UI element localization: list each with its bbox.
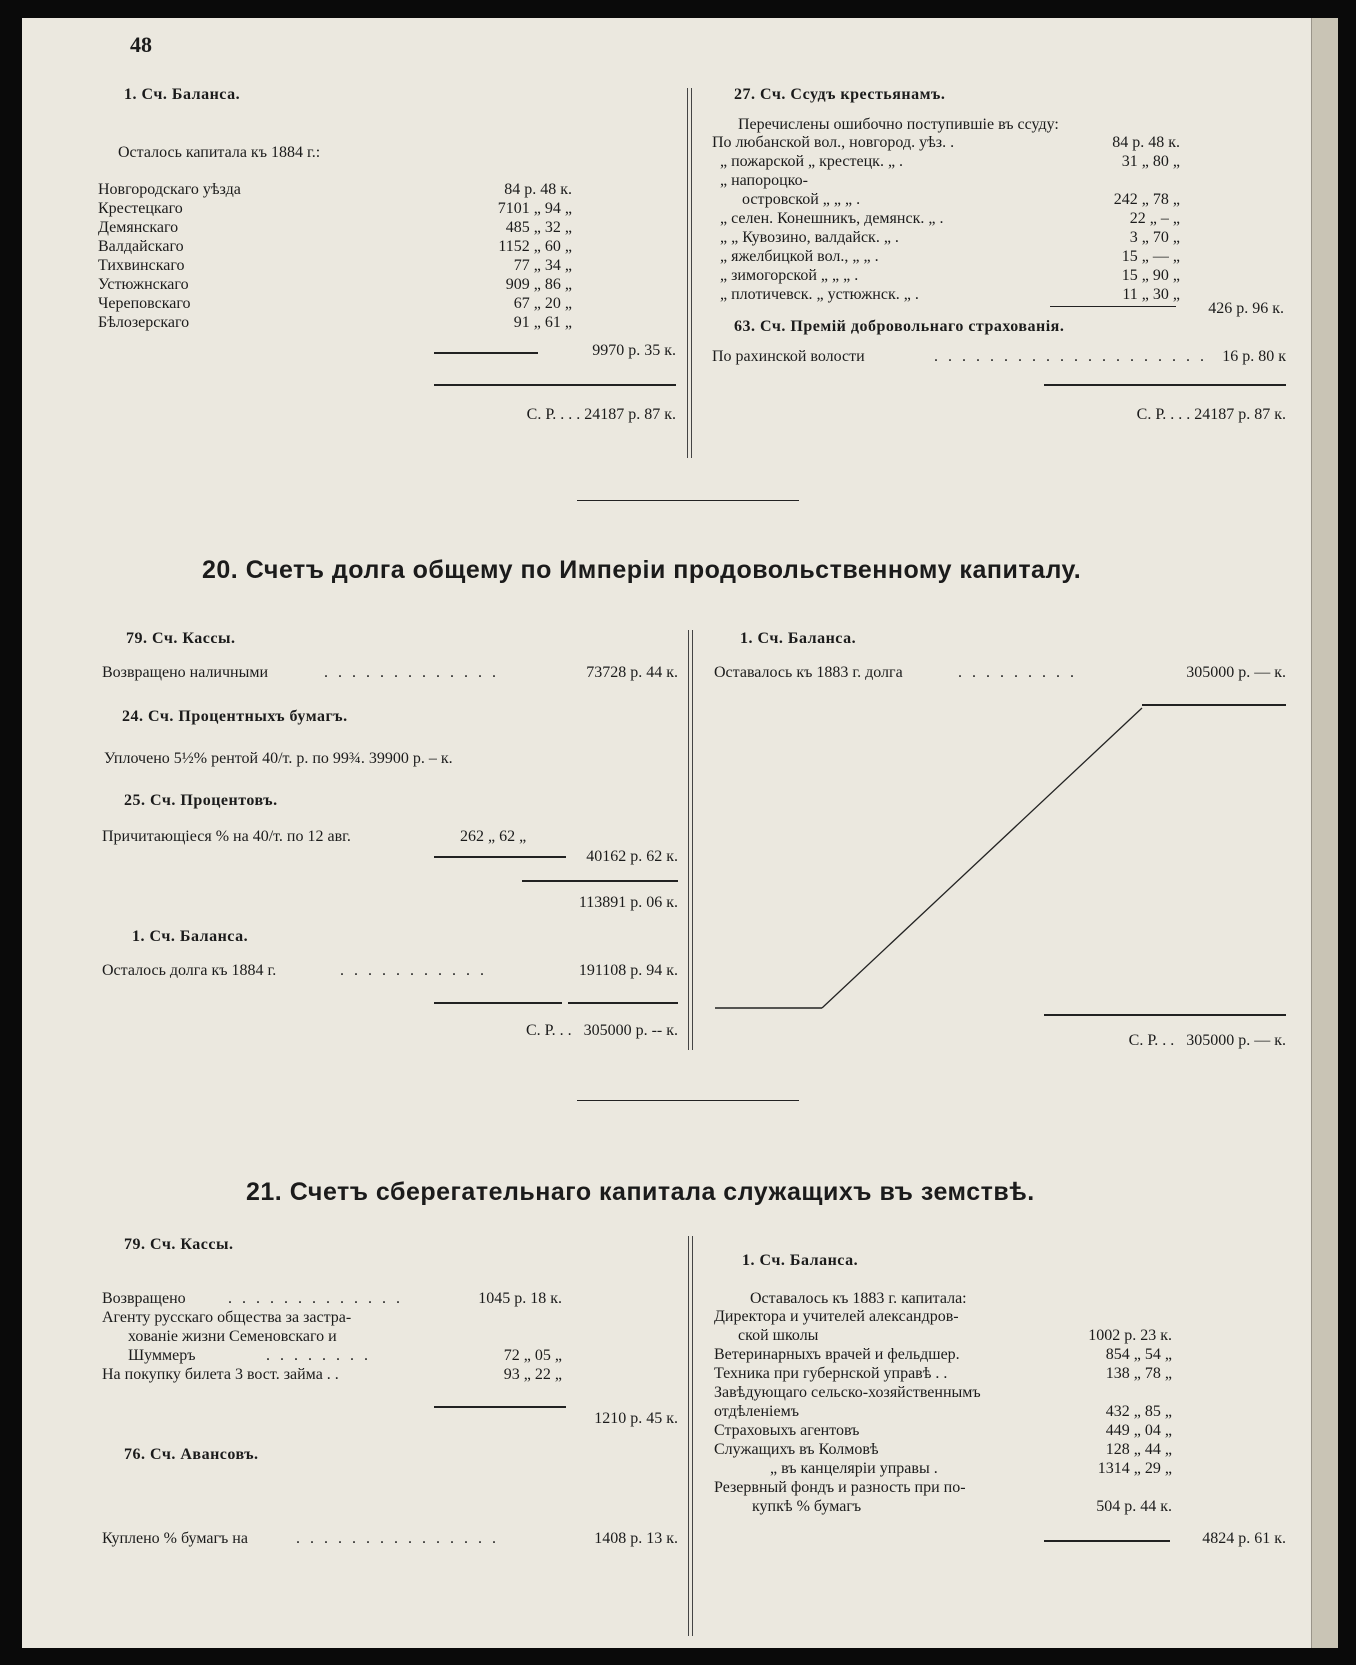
s20-left-amt3a: 262 „ 62 „ — [460, 828, 527, 845]
s20-right-amt1: 305000 р. — к. — [1186, 664, 1286, 681]
s20-left-row2: Уплочено 5½% рентой 40/т. р. по 99¾. 39900 р. – к. — [104, 750, 453, 767]
s20-left-row4: Осталось долга къ 1884 г. — [102, 962, 277, 979]
list-item-amount: 84 р. 48 к. — [1112, 134, 1180, 151]
cancel-stroke — [22, 18, 1338, 1118]
s20-right-head1: 1. Сч. Баланса. — [740, 630, 857, 647]
column-divider — [688, 1236, 689, 1636]
list-item-name: „ въ канцеляріи управы . — [770, 1460, 938, 1477]
list-item-name: Возвращено — [102, 1290, 186, 1307]
s20-right-row1: Оставалось къ 1883 г. долга — [714, 664, 903, 681]
s20-left-amt1: 73728 р. 44 к. — [586, 664, 678, 681]
s21-right-total: 4824 р. 61 к. — [1202, 1530, 1286, 1547]
list-item-name: островской „ „ „ . — [742, 191, 861, 208]
list-item-amount: 128 „ 44 „ — [1105, 1441, 1172, 1458]
list-item-amount: 22 „ – „ — [1129, 210, 1180, 227]
s19-right-head: 27. Сч. Ссудъ крестьянамъ. — [734, 86, 946, 103]
list-item-name: „ яжелбицкой вол., „ „ . — [720, 248, 879, 265]
s20-left-head3: 25. Сч. Процентовъ. — [124, 792, 278, 809]
list-item-name: Техника при губернской управѣ . . — [714, 1365, 948, 1382]
s20-left-total: 113891 р. 06 к. — [578, 894, 678, 911]
list-item-name: Резервный фондъ и разность при по- — [714, 1479, 966, 1496]
list-item-amount: 15 „ 90 „ — [1121, 267, 1180, 284]
list-item-amount: 449 „ 04 „ — [1105, 1422, 1172, 1439]
list-item-name: Директора и учителей александров- — [714, 1308, 959, 1325]
list-item-name: Устюжнскаго — [98, 276, 189, 293]
s19-left-sub: Осталось капитала къ 1884 г.: — [118, 144, 321, 161]
s21-left-head2: 76. Сч. Авансовъ. — [124, 1446, 259, 1463]
list-item-name: хованіе жизни Семеновскаго и — [128, 1328, 337, 1345]
leader-dots: . . . . . . . . . . . . . . . . . . . . — [934, 348, 1207, 365]
s19-right-row2: По рахинской волости — [712, 348, 865, 365]
list-item-name: Валдайскаго — [98, 238, 184, 255]
leader-dots: . . . . . . . . — [266, 1347, 371, 1364]
s21-left-head1: 79. Сч. Кассы. — [124, 1236, 234, 1253]
list-item-name: Агенту русскаго общества за застра- — [102, 1309, 352, 1326]
s20-right-sr: С. Р. . . 305000 р. — к. — [1128, 1032, 1286, 1049]
list-item-name: Демянскаго — [98, 219, 179, 236]
list-item-name: На покупку билета 3 вост. займа . . — [102, 1366, 339, 1383]
rule — [1044, 1014, 1286, 1016]
list-item-name: отдѣленіемъ — [714, 1403, 799, 1420]
s20-left-head1: 79. Сч. Кассы. — [126, 630, 236, 647]
s20-left-head4: 1. Сч. Баланса. — [132, 928, 249, 945]
list-item-amount: 1045 р. 18 к. — [478, 1290, 562, 1307]
s19-left-sr: С. Р. . . . 24187 р. 87 к. — [526, 406, 676, 423]
list-item-amount: 93 „ 22 „ — [503, 1366, 562, 1383]
leader-dots: . . . . . . . . . . . . . — [228, 1290, 403, 1307]
list-item-name: „ зимогорской „ „ „ . — [720, 267, 859, 284]
page-number: 48 — [130, 32, 152, 57]
section-divider — [577, 1100, 799, 1101]
list-item-amount: 1314 „ 29 „ — [1097, 1460, 1172, 1477]
s21-left-amt2: 1408 р. 13 к. — [594, 1530, 678, 1547]
list-item-name: Крестецкаго — [98, 200, 183, 217]
list-item-amount: 67 „ 20 „ — [513, 295, 572, 312]
list-item-name: Служащихъ въ Колмовѣ — [714, 1441, 879, 1458]
list-item-name: Страховыхъ агентовъ — [714, 1422, 860, 1439]
s19-right-sr: С. Р. . . . 24187 р. 87 к. — [1136, 406, 1286, 423]
s20-left-row1: Возвращено наличными — [102, 664, 269, 681]
list-item-name: „ плотичевск. „ устюжнск. „ . — [720, 286, 919, 303]
list-item-name: „ пожарской „ крестецк. „ . — [720, 153, 904, 170]
list-item-amount: 909 „ 86 „ — [505, 276, 572, 293]
s19-right-head2: 63. Сч. Премій добровольнаго страхованія. — [734, 318, 1065, 335]
list-item-amount: 15 „ — „ — [1121, 248, 1180, 265]
list-item-amount: 242 „ 78 „ — [1113, 191, 1180, 208]
s19-right-subtotal: 426 р. 96 к. — [1208, 300, 1284, 317]
s21-left-total: 1210 р. 45 к. — [594, 1410, 678, 1427]
list-item-name: купкѣ % бумагъ — [752, 1498, 862, 1515]
s21-right-head1: 1. Сч. Баланса. — [742, 1252, 859, 1269]
s19-right-amt2: 16 р. 80 к — [1222, 348, 1286, 365]
list-item-amount: 1002 р. 23 к. — [1088, 1327, 1172, 1344]
s20-left-head2: 24. Сч. Процентныхъ бумагъ. — [122, 708, 348, 725]
list-item-name: Тихвинскаго — [98, 257, 185, 274]
s20-left-sr: С. Р. . . 305000 р. -- к. — [526, 1022, 678, 1039]
list-item-name: Завѣдующаго сельско-хозяйственнымъ — [714, 1384, 981, 1401]
list-item-name: Новгородскаго уѣзда — [98, 181, 241, 198]
leader-dots: . . . . . . . . . . . . . — [324, 664, 499, 681]
s20-left-row3: Причитающіеся % на 40/т. по 12 авг. — [102, 828, 351, 845]
column-divider — [692, 1236, 693, 1636]
list-item-name: Череповскаго — [98, 295, 191, 312]
list-item-amount: 77 „ 34 „ — [513, 257, 572, 274]
list-item-amount: 11 „ 30 „ — [1122, 286, 1180, 303]
list-item-name: По любанской вол., новгород. уѣз. . — [712, 134, 955, 151]
leader-dots: . . . . . . . . . — [958, 664, 1077, 681]
list-item-amount: 31 „ 80 „ — [1121, 153, 1180, 170]
list-item-name: Ветеринарныхъ врачей и фельдшер. — [714, 1346, 960, 1363]
list-item-name: ской школы — [738, 1327, 819, 1344]
list-item-name: Бѣлозерскаго — [98, 314, 190, 331]
list-item-amount: 72 „ 05 „ — [503, 1347, 562, 1364]
s19-left-head: 1. Сч. Баланса. — [124, 86, 241, 103]
list-item-name: Шуммеръ — [128, 1347, 196, 1364]
list-item-amount: 3 „ 70 „ — [1129, 229, 1180, 246]
leader-dots: . . . . . . . . . . . . . . . — [296, 1530, 499, 1547]
s21-title: 21. Счетъ сберегательнаго капитала служащихъ въ земствѣ. — [246, 1178, 1035, 1206]
s21-right-sub: Оставалось къ 1883 г. капитала: — [750, 1290, 967, 1307]
s20-left-amt4: 191108 р. 94 к. — [578, 962, 678, 979]
list-item-amount: 138 „ 78 „ — [1105, 1365, 1172, 1382]
s19-right-sub: Перечислены ошибочно поступившіе въ ссуду: — [738, 116, 1059, 133]
ledger-page — [22, 18, 1338, 1648]
list-item-amount: 84 р. 48 к. — [504, 181, 572, 198]
list-item-amount: 432 „ 85 „ — [1105, 1403, 1172, 1420]
list-item-name: „ селен. Конешникъ, демянск. „ . — [720, 210, 944, 227]
leader-dots: . . . . . . . . . . . — [340, 962, 487, 979]
list-item-amount: 7101 „ 94 „ — [497, 200, 572, 217]
s21-left-row2: Куплено % бумагъ на — [102, 1530, 248, 1547]
rule — [434, 1406, 566, 1408]
list-item-amount: 854 „ 54 „ — [1105, 1346, 1172, 1363]
s19-left-total: 9970 р. 35 к. — [592, 342, 676, 359]
list-item-name: „ напороцко- — [720, 172, 808, 189]
s20-title: 20. Счетъ долга общему по Имперіи продовольственному капиталу. — [202, 556, 1082, 584]
list-item-amount: 504 р. 44 к. — [1096, 1498, 1172, 1515]
list-item-amount: 1152 „ 60 „ — [498, 238, 572, 255]
list-item-name: „ „ Кувозино, валдайск. „ . — [720, 229, 899, 246]
list-item-amount: 91 „ 61 „ — [513, 314, 572, 331]
list-item-amount: 485 „ 32 „ — [505, 219, 572, 236]
s20-left-amt3b: 40162 р. 62 к. — [586, 848, 678, 865]
